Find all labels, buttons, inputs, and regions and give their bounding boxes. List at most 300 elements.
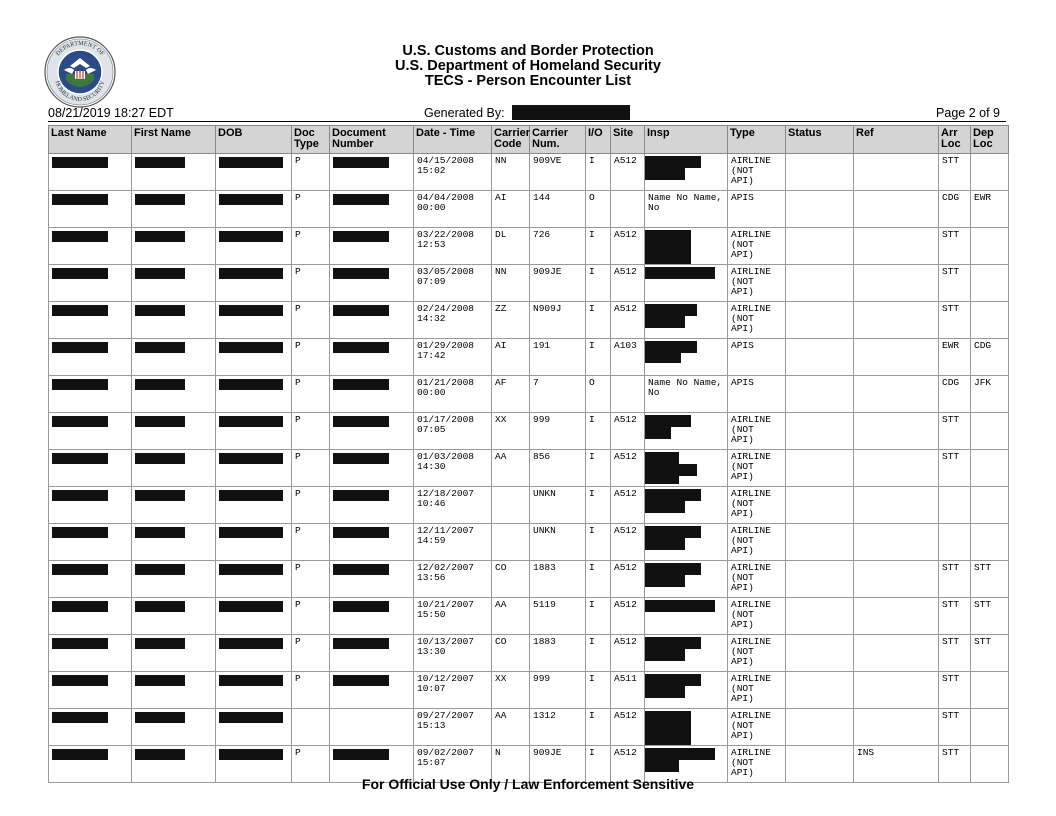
date-value: 01/21/2008 <box>417 377 475 388</box>
doc-type-value: P <box>295 562 301 573</box>
cell-date-time <box>414 339 492 376</box>
generated-by-redaction <box>512 105 630 120</box>
cell-doc-type <box>292 635 330 672</box>
cell-type <box>728 154 786 191</box>
cell-type <box>728 302 786 339</box>
carrier-num-value: 1312 <box>533 710 556 721</box>
arr-loc-value: STT <box>942 229 960 240</box>
arr-loc-value: STT <box>942 599 960 610</box>
carrier-code-value: NN <box>495 266 507 277</box>
cell-dob <box>216 635 292 672</box>
io-value: O <box>589 377 595 388</box>
cell-date-time <box>414 524 492 561</box>
dep-loc-value: STT <box>974 636 992 647</box>
type-value-line: (NOT <box>731 423 754 435</box>
cell-carrier-num <box>530 524 586 561</box>
cell-type <box>728 191 786 228</box>
cell-date-time <box>414 413 492 450</box>
redaction-bar <box>219 601 283 612</box>
site-value: A512 <box>614 266 637 277</box>
type-value-line: APIS <box>731 377 754 388</box>
redaction-bar <box>645 415 691 427</box>
col-header: I/O <box>586 126 611 154</box>
cell-last-name <box>49 339 132 376</box>
cell-type <box>728 265 786 302</box>
cell-date-time <box>414 228 492 265</box>
redaction-bar <box>135 712 185 723</box>
doc-type-value: P <box>295 266 301 277</box>
cell-document-number <box>330 487 414 524</box>
cell-insp <box>645 302 728 339</box>
cell-ref <box>854 376 939 413</box>
redaction-bar <box>333 379 389 390</box>
col-header: Dep Loc <box>971 126 1009 154</box>
io-value: I <box>589 636 595 647</box>
cell-type <box>728 450 786 487</box>
carrier-num-value: 1883 <box>533 562 556 573</box>
cell-document-number <box>330 709 414 746</box>
cell-dob <box>216 154 292 191</box>
cell-document-number <box>330 672 414 709</box>
cell-date-time <box>414 709 492 746</box>
cell-carrier-code <box>492 561 530 598</box>
redaction-bar <box>135 379 185 390</box>
redaction-bar <box>645 711 691 745</box>
table-row <box>49 709 1009 746</box>
cell-doc-type <box>292 154 330 191</box>
cell-status <box>786 339 854 376</box>
cell-first-name <box>132 302 216 339</box>
table-row <box>49 191 1009 228</box>
svg-text:HOMELAND SECURITY: HOMELAND SECURITY <box>53 79 107 104</box>
io-value: I <box>589 340 595 351</box>
cell-insp <box>645 709 728 746</box>
cell-status <box>786 561 854 598</box>
cell-document-number <box>330 524 414 561</box>
cell-carrier-code <box>492 672 530 709</box>
cell-carrier-num <box>530 413 586 450</box>
carrier-code-value: CO <box>495 636 507 647</box>
carrier-num-value: 909JE <box>533 747 562 758</box>
carrier-code-value: NN <box>495 155 507 166</box>
type-value-line: API) <box>731 766 754 778</box>
site-value: A512 <box>614 155 637 166</box>
doc-type-value: P <box>295 340 301 351</box>
time-value: 13:30 <box>417 645 446 657</box>
cell-insp <box>645 191 728 228</box>
redaction-bar <box>333 305 389 316</box>
cell-ref <box>854 524 939 561</box>
cell-dob <box>216 376 292 413</box>
doc-type-value: P <box>295 303 301 314</box>
doc-type-value: P <box>295 229 301 240</box>
cell-ref <box>854 154 939 191</box>
table-row <box>49 598 1009 635</box>
redaction-bar <box>219 268 283 279</box>
cell-status <box>786 265 854 302</box>
cell-doc-type <box>292 376 330 413</box>
cell-first-name <box>132 450 216 487</box>
redaction-bar <box>219 379 283 390</box>
date-value: 01/17/2008 <box>417 414 475 425</box>
type-value-line: APIS <box>731 340 754 351</box>
type-value-line: API) <box>731 248 754 260</box>
doc-type-value: P <box>295 636 301 647</box>
redaction-bar <box>219 157 283 168</box>
cell-insp <box>645 228 728 265</box>
col-header: Last Name <box>49 126 132 154</box>
cell-carrier-num <box>530 339 586 376</box>
cell-arr-loc <box>939 561 971 598</box>
table-row <box>49 487 1009 524</box>
redaction-bar <box>645 168 685 180</box>
cell-type <box>728 339 786 376</box>
redaction-bar <box>333 749 389 760</box>
cell-first-name <box>132 265 216 302</box>
site-value: A512 <box>614 710 637 721</box>
cell-carrier-code <box>492 598 530 635</box>
date-value: 03/22/2008 <box>417 229 475 240</box>
redaction-bar <box>219 712 283 723</box>
arr-loc-value: STT <box>942 266 960 277</box>
encounter-table <box>48 125 1009 783</box>
cell-carrier-code <box>492 524 530 561</box>
cell-last-name <box>49 709 132 746</box>
redaction-bar <box>219 231 283 242</box>
cell-first-name <box>132 228 216 265</box>
date-value: 01/03/2008 <box>417 451 475 462</box>
io-value: I <box>589 599 595 610</box>
cell-ref <box>854 487 939 524</box>
redaction-bar <box>219 527 283 538</box>
type-value-line: AIRLINE <box>731 488 771 499</box>
cell-site <box>611 524 645 561</box>
cell-first-name <box>132 339 216 376</box>
redaction-bar <box>52 564 108 575</box>
table-row <box>49 376 1009 413</box>
generated-by-label: Generated By: <box>424 106 505 120</box>
cell-dob <box>216 339 292 376</box>
dep-loc-value: STT <box>974 562 992 573</box>
doc-type-value: P <box>295 525 301 536</box>
type-value-line: AIRLINE <box>731 710 771 721</box>
type-value-line: AIRLINE <box>731 747 771 758</box>
table-row <box>49 302 1009 339</box>
date-value: 04/04/2008 <box>417 192 475 203</box>
cell-site <box>611 709 645 746</box>
cell-insp <box>645 487 728 524</box>
redaction-bar <box>135 564 185 575</box>
redaction-bar <box>52 194 108 205</box>
redaction-bar <box>52 712 108 723</box>
cell-last-name <box>49 376 132 413</box>
redaction-bar <box>219 490 283 501</box>
cell-arr-loc <box>939 524 971 561</box>
redaction-bar <box>333 601 389 612</box>
cell-status <box>786 524 854 561</box>
site-value: A512 <box>614 636 637 647</box>
time-value: 15:13 <box>417 719 446 731</box>
carrier-code-value: AA <box>495 599 507 610</box>
cell-last-name <box>49 191 132 228</box>
type-value-line: API) <box>731 433 754 445</box>
cell-doc-type <box>292 302 330 339</box>
cell-site <box>611 339 645 376</box>
type-value-line: AIRLINE <box>731 673 771 684</box>
insp-name-value: Name No Name, No <box>648 377 723 398</box>
table-row <box>49 265 1009 302</box>
arr-loc-value: CDG <box>942 377 960 388</box>
cell-io <box>586 709 611 746</box>
cell-arr-loc <box>939 339 971 376</box>
cell-ref <box>854 228 939 265</box>
time-value: 14:30 <box>417 460 446 472</box>
time-value: 13:56 <box>417 571 446 583</box>
type-value-line: (NOT <box>731 756 754 768</box>
cell-date-time <box>414 154 492 191</box>
site-value: A512 <box>614 303 637 314</box>
cell-last-name <box>49 413 132 450</box>
cell-doc-type <box>292 228 330 265</box>
cell-carrier-num <box>530 672 586 709</box>
arr-loc-value: STT <box>942 414 960 425</box>
type-value-line: AIRLINE <box>731 562 771 573</box>
table-header-row <box>49 126 1009 154</box>
cell-dob <box>216 191 292 228</box>
col-header: Ref <box>854 126 939 154</box>
cell-ref <box>854 709 939 746</box>
arr-loc-value: STT <box>942 636 960 647</box>
redaction-bar <box>645 501 685 513</box>
cell-dep-loc <box>971 709 1009 746</box>
cell-dob <box>216 265 292 302</box>
type-value-line: (NOT <box>731 534 754 546</box>
redaction-bar <box>219 194 283 205</box>
cell-io <box>586 524 611 561</box>
type-value-line: API) <box>731 470 754 482</box>
carrier-num-value: 5119 <box>533 599 556 610</box>
cell-arr-loc <box>939 709 971 746</box>
cell-dob <box>216 413 292 450</box>
cell-arr-loc <box>939 487 971 524</box>
io-value: I <box>589 747 595 758</box>
doc-type-value: P <box>295 747 301 758</box>
cell-type <box>728 413 786 450</box>
cell-document-number <box>330 339 414 376</box>
cell-document-number <box>330 154 414 191</box>
site-value: A512 <box>614 599 637 610</box>
doc-type-value: P <box>295 155 301 166</box>
cell-first-name <box>132 413 216 450</box>
cell-carrier-code <box>492 302 530 339</box>
redaction-bar <box>135 157 185 168</box>
redaction-bar <box>333 675 389 686</box>
cell-type <box>728 228 786 265</box>
col-header: Site <box>611 126 645 154</box>
cell-io <box>586 265 611 302</box>
cell-status <box>786 413 854 450</box>
carrier-num-value: 191 <box>533 340 551 351</box>
cell-site <box>611 598 645 635</box>
cell-insp <box>645 154 728 191</box>
col-header: Insp <box>645 126 728 154</box>
cell-insp <box>645 339 728 376</box>
cell-site <box>611 154 645 191</box>
cell-carrier-num <box>530 191 586 228</box>
cell-last-name <box>49 154 132 191</box>
cell-date-time <box>414 672 492 709</box>
cell-first-name <box>132 524 216 561</box>
cell-insp <box>645 413 728 450</box>
redaction-bar <box>135 342 185 353</box>
cell-carrier-code <box>492 635 530 672</box>
cell-dep-loc <box>971 524 1009 561</box>
cell-dep-loc <box>971 228 1009 265</box>
type-value-line: API) <box>731 174 754 186</box>
carrier-code-value: AA <box>495 451 507 462</box>
dep-loc-value: EWR <box>974 192 992 203</box>
report-timestamp: 08/21/2019 18:27 EDT <box>48 106 174 120</box>
site-value: A103 <box>614 340 637 351</box>
cell-first-name <box>132 154 216 191</box>
cell-dob <box>216 450 292 487</box>
redaction-bar <box>645 575 685 587</box>
cell-status <box>786 672 854 709</box>
redaction-bar <box>333 268 389 279</box>
cell-first-name <box>132 561 216 598</box>
cell-arr-loc <box>939 154 971 191</box>
cell-dep-loc <box>971 450 1009 487</box>
col-header: Arr Loc <box>939 126 971 154</box>
cell-status <box>786 376 854 413</box>
type-value-line: (NOT <box>731 312 754 324</box>
site-value: A512 <box>614 414 637 425</box>
cell-type <box>728 376 786 413</box>
cell-doc-type <box>292 413 330 450</box>
arr-loc-value: CDG <box>942 192 960 203</box>
io-value: I <box>589 414 595 425</box>
cell-dep-loc <box>971 191 1009 228</box>
cell-io <box>586 561 611 598</box>
cell-arr-loc <box>939 635 971 672</box>
header-divider <box>48 121 1006 122</box>
redaction-bar <box>645 600 715 612</box>
site-value: A512 <box>614 525 637 536</box>
cell-last-name <box>49 524 132 561</box>
carrier-num-value: 909JE <box>533 266 562 277</box>
cell-carrier-code <box>492 154 530 191</box>
cell-last-name <box>49 561 132 598</box>
type-value-line: (NOT <box>731 719 754 731</box>
cell-dep-loc <box>971 376 1009 413</box>
cell-carrier-code <box>492 376 530 413</box>
cell-carrier-code <box>492 450 530 487</box>
cell-first-name <box>132 487 216 524</box>
redaction-bar <box>645 452 679 464</box>
cell-dep-loc <box>971 265 1009 302</box>
cell-carrier-num <box>530 154 586 191</box>
cell-carrier-num <box>530 302 586 339</box>
cell-type <box>728 561 786 598</box>
redaction-bar <box>645 267 715 279</box>
table-row <box>49 524 1009 561</box>
arr-loc-value: STT <box>942 303 960 314</box>
cell-date-time <box>414 376 492 413</box>
io-value: I <box>589 451 595 462</box>
date-value: 12/18/2007 <box>417 488 475 499</box>
redaction-bar <box>333 342 389 353</box>
redaction-bar <box>333 564 389 575</box>
dep-loc-value: CDG <box>974 340 992 351</box>
cell-ref <box>854 413 939 450</box>
redaction-bar <box>219 305 283 316</box>
cell-doc-type <box>292 487 330 524</box>
redaction-bar <box>52 342 108 353</box>
table-row <box>49 561 1009 598</box>
cell-doc-type <box>292 265 330 302</box>
col-header: Carrier Num. <box>530 126 586 154</box>
cell-date-time <box>414 302 492 339</box>
carrier-num-value: 7 <box>533 377 539 388</box>
cell-arr-loc <box>939 191 971 228</box>
cell-last-name <box>49 302 132 339</box>
cell-document-number <box>330 228 414 265</box>
io-value: I <box>589 303 595 314</box>
arr-loc-value: STT <box>942 451 960 462</box>
cell-arr-loc <box>939 413 971 450</box>
cell-carrier-code <box>492 339 530 376</box>
redaction-bar <box>52 453 108 464</box>
cell-date-time <box>414 265 492 302</box>
cell-doc-type <box>292 191 330 228</box>
date-value: 03/05/2008 <box>417 266 475 277</box>
cell-carrier-num <box>530 709 586 746</box>
type-value-line: AIRLINE <box>731 303 771 314</box>
site-value: A512 <box>614 451 637 462</box>
carrier-num-value: 144 <box>533 192 551 203</box>
cell-insp <box>645 561 728 598</box>
redaction-bar <box>645 686 685 698</box>
redaction-bar <box>52 749 108 760</box>
cell-site <box>611 228 645 265</box>
col-header: DOB <box>216 126 292 154</box>
redaction-bar <box>219 342 283 353</box>
arr-loc-value: STT <box>942 747 960 758</box>
redaction-bar <box>645 526 701 538</box>
date-value: 10/12/2007 <box>417 673 475 684</box>
carrier-code-value: AI <box>495 340 507 351</box>
type-value-line: API) <box>731 285 754 297</box>
cell-status <box>786 450 854 487</box>
cell-ref <box>854 598 939 635</box>
redaction-bar <box>333 416 389 427</box>
time-value: 15:07 <box>417 756 446 768</box>
redaction-bar <box>645 649 685 661</box>
cell-status <box>786 709 854 746</box>
redaction-bar <box>333 157 389 168</box>
carrier-num-value: N909J <box>533 303 562 314</box>
carrier-code-value: N <box>495 747 501 758</box>
redaction-bar <box>219 453 283 464</box>
cell-ref <box>854 672 939 709</box>
date-value: 12/11/2007 <box>417 525 475 536</box>
date-value: 02/24/2008 <box>417 303 475 314</box>
cell-site <box>611 376 645 413</box>
cell-dep-loc <box>971 598 1009 635</box>
cell-status <box>786 598 854 635</box>
type-value-line: (NOT <box>731 608 754 620</box>
redaction-bar <box>645 563 701 575</box>
